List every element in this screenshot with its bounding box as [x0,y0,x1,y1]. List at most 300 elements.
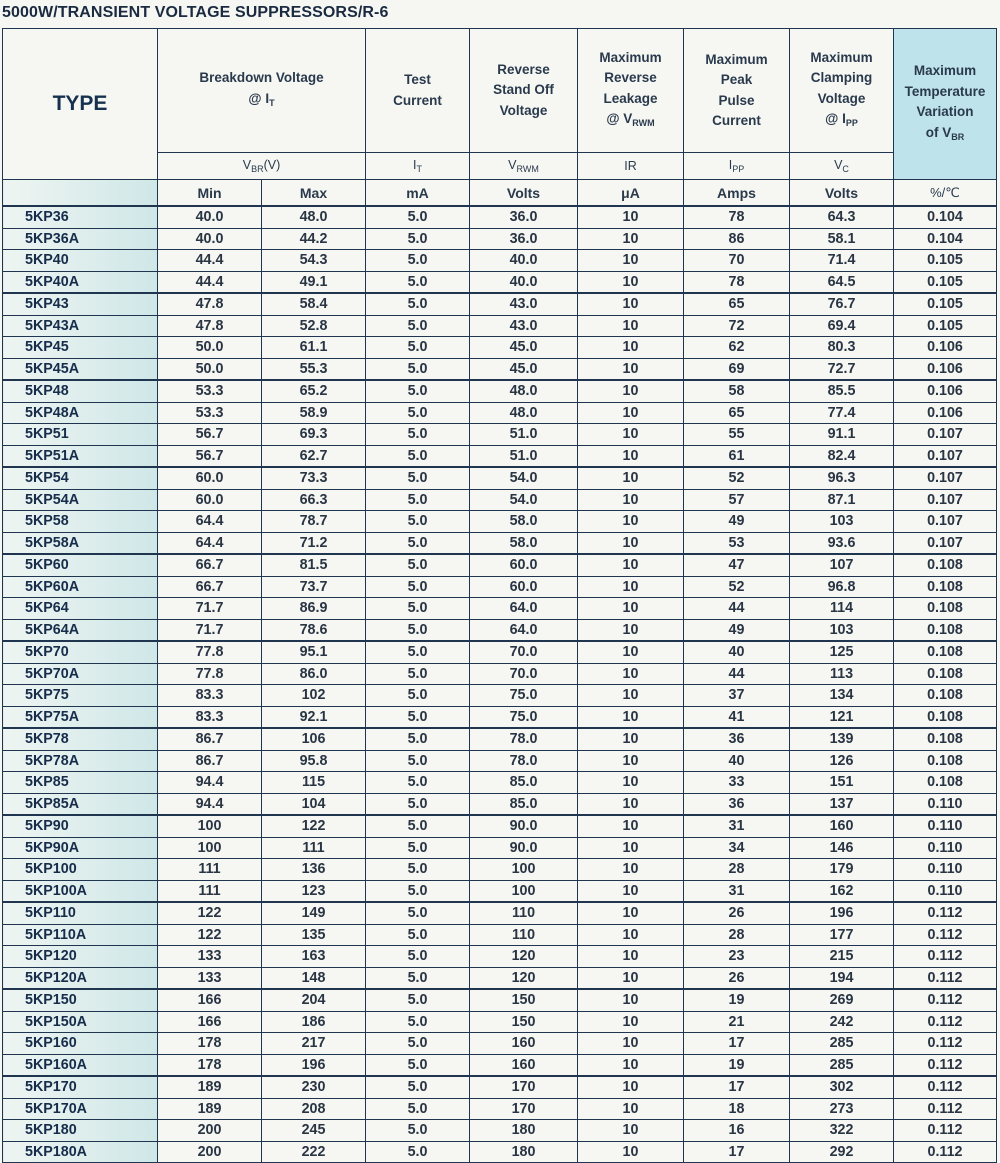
test-current-cell: 5.0 [366,946,470,968]
ir-cell: 10 [578,663,684,685]
leakage-label: Leakage [603,90,658,106]
table-row [3,489,997,511]
ipp-cell: 17 [684,1033,790,1055]
vc-cell: 72.7 [790,358,894,380]
temp-coeff-cell: 0.108 [894,772,997,794]
type-cell: 5KP160A [3,1054,158,1076]
type-cell: 5KP36A [3,228,158,250]
vrwm-cell: 75.0 [470,706,578,728]
vbr-min-cell: 44.4 [158,271,262,293]
vbr-min-cell: 53.3 [158,402,262,424]
vc-cell: 103 [790,619,894,641]
ir-cell: 10 [578,1098,684,1120]
ir-cell: 10 [578,554,684,576]
table-row [3,315,997,337]
temp-coeff-cell: 0.106 [894,358,997,380]
ir-cell: 10 [578,946,684,968]
vbr-min-cell: 66.7 [158,554,262,576]
ir-cell: 10 [578,641,684,663]
vrwm-sub: RWM [516,164,539,174]
vbr-min-cell: 178 [158,1054,262,1076]
ir-cell: 10 [578,1076,684,1098]
test-current-cell: 5.0 [366,772,470,794]
type-cell: 5KP40 [3,250,158,272]
temperature-label: Temperature [904,83,986,99]
table-row [3,946,997,968]
ir-cell: 10 [578,358,684,380]
vbr-max-cell: 115 [262,772,366,794]
ir-cell: 10 [578,228,684,250]
type-cell: 5KP90 [3,815,158,837]
vrwm-cell: 43.0 [470,293,578,315]
vrwm-cell: 170 [470,1098,578,1120]
test-current-cell: 5.0 [366,250,470,272]
test-current-cell: 5.0 [366,424,470,446]
ipp-cell: 57 [684,489,790,511]
temp-coeff-cell: 0.112 [894,989,997,1011]
temp-coeff-cell: 0.104 [894,228,997,250]
vbr-symbol [158,153,366,180]
table-row [3,772,997,794]
current-label: Current [393,92,442,108]
vbr-max-cell: 78.7 [262,511,366,533]
type-cell: 5KP110A [3,924,158,946]
type-cell: 5KP70 [3,641,158,663]
vc-cell: 196 [790,902,894,924]
temp-coeff-cell: 0.105 [894,293,997,315]
vbr-min-cell: 50.0 [158,337,262,359]
vrwm-cell: 40.0 [470,271,578,293]
vc-cell: 126 [790,750,894,772]
table-row [3,271,997,293]
temp-coeff-cell: 0.110 [894,793,997,815]
table-row [3,815,997,837]
vrwm-cell: 51.0 [470,424,578,446]
max-clamping-header [790,29,894,153]
test-current-cell: 5.0 [366,337,470,359]
ir-cell: 10 [578,250,684,272]
type-cell: 5KP48A [3,402,158,424]
temp-coeff-cell: 0.108 [894,554,997,576]
vc-cell: 160 [790,815,894,837]
test-current-cell: 5.0 [366,315,470,337]
ir-cell: 10 [578,619,684,641]
vc-cell: 125 [790,641,894,663]
unit-min: Min [158,180,262,207]
vrwm-cell: 64.0 [470,619,578,641]
ir-cell: 10 [578,271,684,293]
vc-cell: 91.1 [790,424,894,446]
ir-symbol: IR [578,153,684,180]
vrwm-cell: 100 [470,859,578,881]
maximum-label: Maximum [599,49,662,65]
table-row [3,250,997,272]
type-cell: 5KP100 [3,859,158,881]
vrwm-cell: 85.0 [470,772,578,794]
ipp-cell: 23 [684,946,790,968]
type-header: TYPE [3,29,158,180]
standoff-label: Stand Off [493,82,554,98]
table-row [3,1033,997,1055]
type-cell: 5KP120 [3,946,158,968]
vbr-min-cell: 133 [158,946,262,968]
page-title: 5000W/TRANSIENT VOLTAGE SUPPRESSORS/R-6 [2,4,389,21]
ir-cell: 10 [578,772,684,794]
maximum-label: Maximum [810,49,873,65]
temp-coeff-cell: 0.107 [894,445,997,467]
table-row [3,1011,997,1033]
type-cell: 5KP36 [3,206,158,228]
vbr-min-cell: 64.4 [158,532,262,554]
type-cell: 5KP43 [3,293,158,315]
table-row [3,902,997,924]
vbr-max-cell: 49.1 [262,271,366,293]
vc-cell: 242 [790,1011,894,1033]
type-cell: 5KP150A [3,1011,158,1033]
vbr-max-cell: 196 [262,1054,366,1076]
test-current-cell: 5.0 [366,554,470,576]
temp-coeff-cell: 0.107 [894,489,997,511]
vbr-min-cell: 56.7 [158,445,262,467]
vc-cell: 121 [790,706,894,728]
vc-cell: 292 [790,1141,894,1163]
table-row [3,685,997,707]
breakdown-label: Breakdown Voltage [199,70,324,85]
vbr-max-cell: 95.1 [262,641,366,663]
clamping-label: Clamping [810,70,873,85]
table-row [3,706,997,728]
reverse-label: Reverse [604,70,657,85]
temp-coeff-cell: 0.106 [894,337,997,359]
ipp-cell: 37 [684,685,790,707]
vc-cell: 87.1 [790,489,894,511]
test-current-cell: 5.0 [366,706,470,728]
vbr-unit: (V) [263,158,281,172]
vbr-min-cell: 56.7 [158,424,262,446]
temp-coeff-cell: 0.112 [894,1120,997,1142]
vbr-v: V [242,158,252,172]
temp-coeff-cell: 0.106 [894,402,997,424]
type-cell: 5KP64 [3,598,158,620]
test-current-cell: 5.0 [366,576,470,598]
vbr-min-cell: 86.7 [158,728,262,750]
vrwm-cell: 120 [470,967,578,989]
vrwm-cell: 58.0 [470,511,578,533]
test-current-cell: 5.0 [366,402,470,424]
clamping-cond: @ I [825,111,846,126]
type-cell: 5KP170 [3,1076,158,1098]
vrwm-cell: 48.0 [470,402,578,424]
ipp-cell: 49 [684,511,790,533]
leakage-cond-sub: RWM [632,118,655,128]
vbr-max-cell: 102 [262,685,366,707]
vrwm-cell: 70.0 [470,641,578,663]
vbr-max-cell: 135 [262,924,366,946]
vc-cell: 113 [790,663,894,685]
temp-coeff-cell: 0.112 [894,1011,997,1033]
vrwm-cell: 54.0 [470,489,578,511]
type-cell: 5KP180 [3,1120,158,1142]
vrwm-cell: 85.0 [470,793,578,815]
temp-coeff-cell: 0.112 [894,946,997,968]
peak-label: Peak [720,72,753,87]
vc-cell: 64.3 [790,206,894,228]
leakage-cond: @ V [606,111,633,126]
ipp-cell: 44 [684,663,790,685]
type-cell: 5KP180A [3,1141,158,1163]
vbr-max-cell: 52.8 [262,315,366,337]
vbr-max-cell: 222 [262,1141,366,1163]
temp-coeff-cell: 0.108 [894,750,997,772]
vbr-min-cell: 66.7 [158,576,262,598]
test-current-cell: 5.0 [366,1011,470,1033]
reverse-label: Reverse [497,61,550,77]
vc-cell: 96.3 [790,467,894,489]
vbr-max-cell: 62.7 [262,445,366,467]
vbr-max-cell: 245 [262,1120,366,1142]
table-row [3,793,997,815]
vrwm-cell: 40.0 [470,250,578,272]
vbr-min-cell: 40.0 [158,228,262,250]
temp-coeff-cell: 0.110 [894,880,997,902]
vbr-max-cell: 122 [262,815,366,837]
ipp-cell: 86 [684,228,790,250]
test-current-cell: 5.0 [366,685,470,707]
vrwm-cell: 170 [470,1076,578,1098]
ir-cell: 10 [578,424,684,446]
vbr-max-cell: 111 [262,837,366,859]
temp-coeff-cell: 0.104 [894,206,997,228]
type-cell: 5KP160 [3,1033,158,1055]
test-current-cell: 5.0 [366,1054,470,1076]
ir-cell: 10 [578,598,684,620]
table-row [3,228,997,250]
test-current-cell: 5.0 [366,989,470,1011]
vrwm-cell: 160 [470,1033,578,1055]
vc-cell: 134 [790,685,894,707]
vc-cell: 69.4 [790,315,894,337]
ipp-cell: 78 [684,271,790,293]
ir-cell: 10 [578,467,684,489]
ir-cell: 10 [578,837,684,859]
test-current-cell: 5.0 [366,206,470,228]
test-current-cell: 5.0 [366,728,470,750]
temp-coeff-cell: 0.108 [894,641,997,663]
vbr-max-cell: 86.9 [262,598,366,620]
ipp-cell: 44 [684,598,790,620]
vrwm-cell: 36.0 [470,228,578,250]
ipp-cell: 72 [684,315,790,337]
vbr-max-cell: 104 [262,793,366,815]
ir-cell: 10 [578,380,684,402]
vbr-max-cell: 95.8 [262,750,366,772]
vrwm-cell: 110 [470,902,578,924]
type-cell: 5KP110 [3,902,158,924]
vc-cell: 179 [790,859,894,881]
temp-coeff-cell: 0.107 [894,467,997,489]
vbr-max-cell: 208 [262,1098,366,1120]
type-cell: 5KP58A [3,532,158,554]
vc-cell: 107 [790,554,894,576]
ipp-cell: 19 [684,989,790,1011]
table-row [3,358,997,380]
vbr-min-cell: 111 [158,880,262,902]
temp-coeff-cell: 0.108 [894,619,997,641]
table-row [3,554,997,576]
test-current-cell: 5.0 [366,467,470,489]
ir-cell: 10 [578,532,684,554]
ipp-sub: PP [732,164,745,174]
ir-cell: 10 [578,1033,684,1055]
vrwm-cell: 70.0 [470,663,578,685]
vc-cell: 302 [790,1076,894,1098]
ir-cell: 10 [578,402,684,424]
vbr-min-cell: 122 [158,902,262,924]
vbr-min-cell: 86.7 [158,750,262,772]
temp-coeff-cell: 0.105 [894,315,997,337]
vc-cell: 151 [790,772,894,794]
breakdown-voltage-header [158,29,366,153]
type-cell: 5KP51 [3,424,158,446]
type-cell: 5KP54A [3,489,158,511]
vbr-min-cell: 94.4 [158,772,262,794]
vc-sub: C [842,164,849,174]
test-current-cell: 5.0 [366,532,470,554]
vbr-max-cell: 123 [262,880,366,902]
voltage-label: Voltage [817,90,866,106]
reverse-standoff-header [470,29,578,153]
table-row [3,1141,997,1163]
test-current-cell: 5.0 [366,511,470,533]
vrwm-cell: 45.0 [470,358,578,380]
ipp-cell: 41 [684,706,790,728]
vbr-min-cell: 94.4 [158,793,262,815]
vc-cell: 269 [790,989,894,1011]
ir-cell: 10 [578,750,684,772]
vrwm-cell: 51.0 [470,445,578,467]
test-current-cell: 5.0 [366,271,470,293]
vc-cell: 139 [790,728,894,750]
type-cell: 5KP100A [3,880,158,902]
test-current-cell: 5.0 [366,793,470,815]
ir-cell: 10 [578,859,684,881]
voltage-label: Voltage [499,102,548,118]
type-cell: 5KP54 [3,467,158,489]
type-cell: 5KP75A [3,706,158,728]
vc-symbol [790,153,894,180]
ipp-cell: 33 [684,772,790,794]
ir-cell: 10 [578,815,684,837]
type-cell: 5KP45 [3,337,158,359]
vbr-max-cell: 148 [262,967,366,989]
vbr-min-cell: 100 [158,815,262,837]
type-cell: 5KP85 [3,772,158,794]
test-current-cell: 5.0 [366,489,470,511]
vc-cell: 146 [790,837,894,859]
temp-coeff-cell: 0.105 [894,250,997,272]
table-row [3,1054,997,1076]
ir-cell: 10 [578,1141,684,1163]
vbr-min-cell: 44.4 [158,250,262,272]
table-row [3,967,997,989]
vbr-min-cell: 189 [158,1098,262,1120]
vbr-max-cell: 73.3 [262,467,366,489]
vbr-min-cell: 77.8 [158,663,262,685]
vrwm-cell: 100 [470,880,578,902]
vbr-min-cell: 83.3 [158,685,262,707]
ipp-cell: 49 [684,619,790,641]
breakdown-cond: @ I [248,90,270,106]
vc-cell: 93.6 [790,532,894,554]
ir-cell: 10 [578,206,684,228]
type-cell: 5KP43A [3,315,158,337]
vbr-max-cell: 71.2 [262,532,366,554]
vbr-max-cell: 58.9 [262,402,366,424]
temp-coeff-cell: 0.107 [894,511,997,533]
ipp-cell: 17 [684,1141,790,1163]
vbr-min-cell: 53.3 [158,380,262,402]
vc-cell: 285 [790,1054,894,1076]
vbr-max-cell: 44.2 [262,228,366,250]
vrwm-cell: 54.0 [470,467,578,489]
vrwm-cell: 150 [470,1011,578,1033]
ir-cell: 10 [578,576,684,598]
ipp-cell: 36 [684,793,790,815]
table-row [3,576,997,598]
test-current-cell: 5.0 [366,663,470,685]
test-current-cell: 5.0 [366,641,470,663]
vbr-min-cell: 133 [158,967,262,989]
ipp-cell: 65 [684,293,790,315]
vc-cell: 285 [790,1033,894,1055]
ipp-cell: 53 [684,532,790,554]
vc-cell: 58.1 [790,228,894,250]
type-cell: 5KP120A [3,967,158,989]
temp-coeff-cell: 0.110 [894,837,997,859]
max-temp-variation-header [894,29,997,180]
max-peak-pulse-header [684,29,790,153]
type-cell: 5KP85A [3,793,158,815]
table-row [3,293,997,315]
vbr-min-cell: 122 [158,924,262,946]
vrwm-cell: 160 [470,1054,578,1076]
temp-coeff-cell: 0.112 [894,902,997,924]
table-row [3,445,997,467]
vbr-min-cell: 71.7 [158,598,262,620]
test-current-cell: 5.0 [366,902,470,924]
vc-cell: 215 [790,946,894,968]
vc-cell: 85.5 [790,380,894,402]
test-current-cell: 5.0 [366,1141,470,1163]
test-current-cell: 5.0 [366,880,470,902]
vrwm-cell: 120 [470,946,578,968]
test-current-cell: 5.0 [366,619,470,641]
vrwm-cell: 78.0 [470,750,578,772]
table-row [3,924,997,946]
table-body [3,206,997,1163]
vrwm-cell: 180 [470,1120,578,1142]
type-unit-blank [3,180,158,207]
ir-cell: 10 [578,445,684,467]
temp-coeff-cell: 0.107 [894,532,997,554]
vbr-min-cell: 50.0 [158,358,262,380]
temp-coeff-cell: 0.108 [894,685,997,707]
test-current-cell: 5.0 [366,598,470,620]
table-row [3,337,997,359]
table-row [3,619,997,641]
ir-cell: 10 [578,880,684,902]
ipp-cell: 70 [684,250,790,272]
